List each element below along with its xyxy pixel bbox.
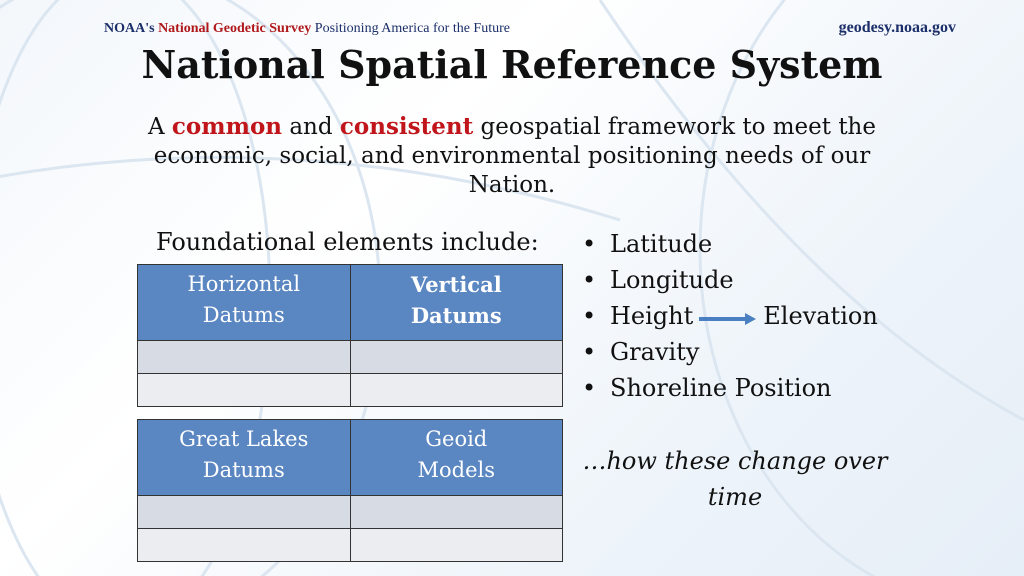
bullet-shoreline: • Shoreline Position	[582, 374, 832, 402]
elements-bullet-list	[582, 228, 878, 408]
foundational-label: Foundational elements include:	[156, 228, 539, 256]
empty-cell	[350, 341, 563, 374]
bullet-longitude: • Longitude	[582, 266, 734, 294]
header-organization	[104, 21, 510, 37]
website-link[interactable]: geodesy.noaa.gov	[838, 19, 956, 36]
cell-geoid-models: Geoid Models	[350, 420, 563, 496]
cell-great-lakes-datums: Great Lakes Datums	[138, 420, 351, 496]
bullet-marker: •	[582, 374, 597, 402]
datums-table-1	[137, 264, 563, 407]
highlight-common: common	[171, 113, 283, 140]
subtitle-part-1: A	[148, 114, 172, 140]
bullet-gravity: • Gravity	[582, 338, 700, 366]
org-name: National Geodetic Survey	[158, 21, 312, 36]
highlight-consistent: consistent	[339, 113, 474, 140]
empty-cell	[350, 496, 563, 529]
bullet-marker: •	[582, 302, 597, 330]
bullet-height: • Height Elevation	[582, 300, 878, 336]
empty-cell	[350, 374, 563, 407]
empty-cell	[138, 374, 351, 407]
empty-cell	[350, 529, 563, 562]
datums-table-2	[137, 419, 563, 562]
org-prefix: NOAA's	[104, 21, 155, 36]
empty-cell	[138, 529, 351, 562]
empty-cell	[138, 341, 351, 374]
subtitle-part-3: geospatial framework to meet the economic, social, and environmental positioning needs of our Nation.	[153, 114, 876, 198]
tagline: Positioning America for the Future	[314, 21, 510, 36]
bullet-marker: •	[582, 338, 597, 366]
elevation-label: Elevation	[763, 302, 878, 330]
empty-cell	[138, 496, 351, 529]
bullet-latitude: • Latitude	[582, 230, 713, 258]
slide-title: National Spatial Reference System	[141, 42, 883, 87]
bullet-marker: •	[582, 266, 597, 294]
change-over-time-note: …how these change over time	[582, 447, 888, 511]
arrow-right-icon	[697, 302, 757, 334]
subtitle-part-2: and	[282, 114, 340, 140]
slide-subtitle	[120, 112, 904, 200]
cell-horizontal-datums: Horizontal Datums	[138, 265, 351, 341]
cell-vertical-datums: Vertical Datums	[350, 265, 563, 341]
bullet-marker: •	[582, 230, 597, 258]
